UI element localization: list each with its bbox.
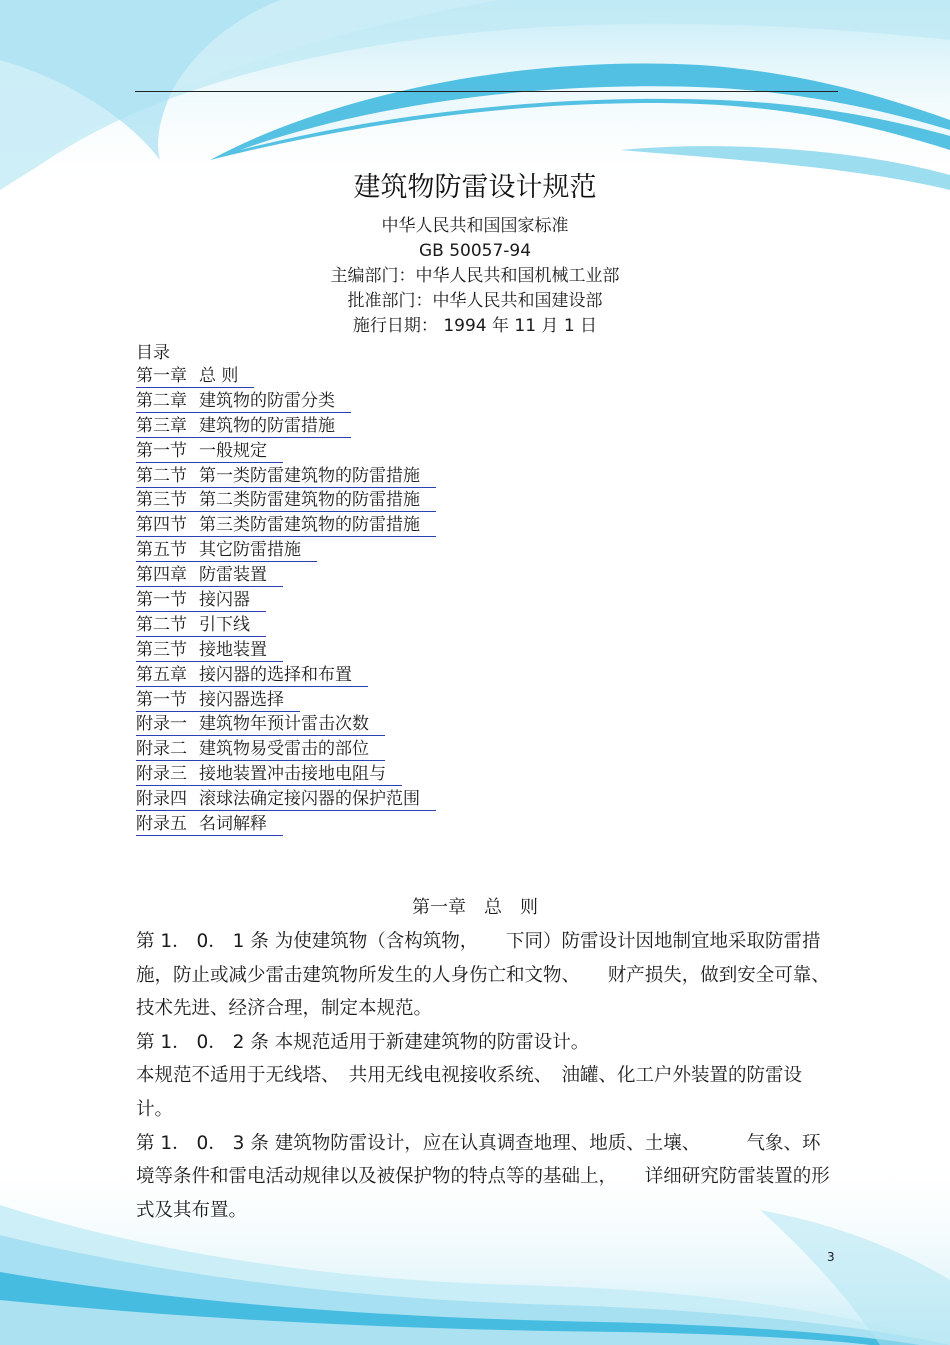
toc-item-number: 第一章 bbox=[136, 366, 187, 386]
toc-item bbox=[136, 712, 436, 737]
toc-item-label: 第三类防雷建筑物的防雷措施 bbox=[199, 515, 420, 536]
toc-item bbox=[136, 389, 436, 414]
toc-item bbox=[136, 588, 436, 613]
toc-link[interactable] bbox=[136, 415, 351, 438]
article-1-0-1: 第 1． 0． 1 条 为使建筑物（含构筑物， 下同）防雷设计因地制宜地采取防雷措施，防止或减少雷击建筑物所发生的人身伤亡和文物、 财产损失，做到安全可靠、技术先进、经济合理，制定本规范。 bbox=[136, 931, 830, 1020]
toc-item-number: 第一节 bbox=[136, 689, 187, 710]
toc-item-number: 第三章 bbox=[136, 415, 187, 436]
meta-editor-department: 主编部门：中华人民共和国机械工业部 bbox=[330, 266, 620, 286]
toc-link[interactable] bbox=[136, 489, 436, 512]
toc-link[interactable] bbox=[136, 763, 402, 786]
toc-item-number: 第四章 bbox=[136, 565, 187, 586]
toc-item-label: 引下线 bbox=[199, 614, 250, 635]
meta-effective-date: 施行日期： 1994 年 11 月 1 日 bbox=[352, 316, 598, 336]
toc-item-number: 第三节 bbox=[136, 490, 187, 511]
toc-link[interactable] bbox=[136, 664, 368, 687]
toc-link[interactable] bbox=[136, 465, 436, 488]
toc-link[interactable] bbox=[136, 514, 436, 537]
toc-item-label: 建筑物年预计雷击次数 bbox=[199, 714, 369, 735]
toc-link[interactable] bbox=[136, 614, 266, 637]
toc-item-label: 第一类防雷建筑物的防雷措施 bbox=[199, 465, 420, 486]
toc-item-number: 第二章 bbox=[136, 390, 187, 411]
toc-item-label: 总 则 bbox=[199, 366, 239, 386]
toc-item-number: 第二节 bbox=[136, 614, 187, 635]
toc-item-number: 第三节 bbox=[136, 639, 187, 660]
toc-item bbox=[136, 464, 436, 489]
toc-item bbox=[136, 513, 436, 538]
toc-item-number: 附录三 bbox=[136, 764, 187, 785]
toc-item-label: 其它防雷措施 bbox=[199, 540, 301, 561]
chapter-body bbox=[136, 925, 838, 1227]
toc-item-number: 附录二 bbox=[136, 739, 187, 760]
toc-link[interactable] bbox=[136, 390, 351, 413]
toc-item bbox=[136, 737, 436, 762]
toc-item-label: 建筑物易受雷击的部位 bbox=[199, 739, 369, 760]
toc-item-label: 一般规定 bbox=[199, 440, 267, 461]
toc-item-label: 滚球法确定接闪器的保护范围 bbox=[199, 789, 420, 810]
toc-link[interactable] bbox=[136, 539, 317, 562]
table-of-contents bbox=[136, 364, 436, 837]
toc-item-label: 建筑物的防雷分类 bbox=[199, 390, 335, 411]
toc-item-number: 第四节 bbox=[136, 515, 187, 536]
toc-link[interactable] bbox=[136, 713, 385, 736]
toc-item bbox=[136, 439, 436, 464]
toc-link[interactable] bbox=[136, 365, 254, 388]
toc-item-label: 接闪器选择 bbox=[199, 689, 284, 710]
toc-item bbox=[136, 762, 436, 787]
toc-item bbox=[136, 787, 436, 812]
toc-item bbox=[136, 812, 436, 837]
document-title: 建筑物防雷设计规范 bbox=[353, 172, 597, 203]
toc-item-number: 第一节 bbox=[136, 440, 187, 461]
meta-standard-type: 中华人民共和国国家标准 bbox=[381, 216, 569, 236]
toc-link[interactable] bbox=[136, 738, 385, 761]
header-rule bbox=[135, 91, 838, 92]
toc-item-number: 第二节 bbox=[136, 465, 187, 486]
toc-item-label: 名词解释 bbox=[199, 814, 267, 835]
meta-approval-department: 批准部门：中华人民共和国建设部 bbox=[347, 291, 603, 311]
toc-item bbox=[136, 414, 436, 439]
toc-link[interactable] bbox=[136, 639, 283, 662]
toc-heading: 目录 bbox=[136, 343, 170, 363]
toc-item-number: 第一节 bbox=[136, 590, 187, 611]
toc-item-label: 接地装置冲击接地电阻与 bbox=[199, 764, 386, 785]
toc-link[interactable] bbox=[136, 589, 266, 612]
meta-standard-code: GB 50057-94 bbox=[418, 241, 532, 261]
toc-item-label: 防雷装置 bbox=[199, 565, 267, 586]
article-1-0-2-note: 本规范不适用于无线塔、 共用无线电视接收系统、 油罐、化工户外装置的防雷设计。 bbox=[136, 1065, 803, 1120]
toc-item-label: 接地装置 bbox=[199, 639, 267, 660]
toc-item-label: 建筑物的防雷措施 bbox=[199, 415, 335, 436]
toc-item bbox=[136, 538, 436, 563]
toc-item bbox=[136, 638, 436, 663]
toc-item-number: 附录四 bbox=[136, 789, 187, 810]
toc-item bbox=[136, 613, 436, 638]
chapter-heading: 第一章 总 则 bbox=[412, 897, 538, 918]
page-number: 3 bbox=[827, 1250, 835, 1264]
toc-item-label: 接闪器 bbox=[199, 590, 250, 611]
toc-item-label: 第二类防雷建筑物的防雷措施 bbox=[199, 490, 420, 511]
toc-item-number: 第五章 bbox=[136, 664, 187, 685]
article-1-0-3: 第 1． 0． 3 条 建筑物防雷设计，应在认真调查地理、地质、土壤、 气象、环境等条件和雷电活动规律以及被保护物的特点等的基础上， 详细研究防雷装置的形式及其布置。 bbox=[136, 1132, 830, 1221]
toc-item bbox=[136, 563, 436, 588]
toc-item bbox=[136, 663, 436, 688]
document-meta bbox=[0, 214, 950, 339]
toc-link[interactable] bbox=[136, 689, 300, 712]
toc-item-number: 附录五 bbox=[136, 814, 187, 835]
toc-item bbox=[136, 364, 436, 389]
toc-item-label: 接闪器的选择和布置 bbox=[199, 664, 352, 685]
toc-item-number: 第五节 bbox=[136, 540, 187, 561]
toc-item-number: 附录一 bbox=[136, 714, 187, 735]
toc-link[interactable] bbox=[136, 440, 283, 463]
toc-link[interactable] bbox=[136, 788, 436, 811]
toc-link[interactable] bbox=[136, 813, 283, 836]
toc-link[interactable] bbox=[136, 564, 283, 587]
toc-item bbox=[136, 688, 436, 713]
toc-item bbox=[136, 488, 436, 513]
article-1-0-2: 第 1． 0． 2 条 本规范适用于新建建筑物的防雷设计。 bbox=[136, 1031, 590, 1053]
